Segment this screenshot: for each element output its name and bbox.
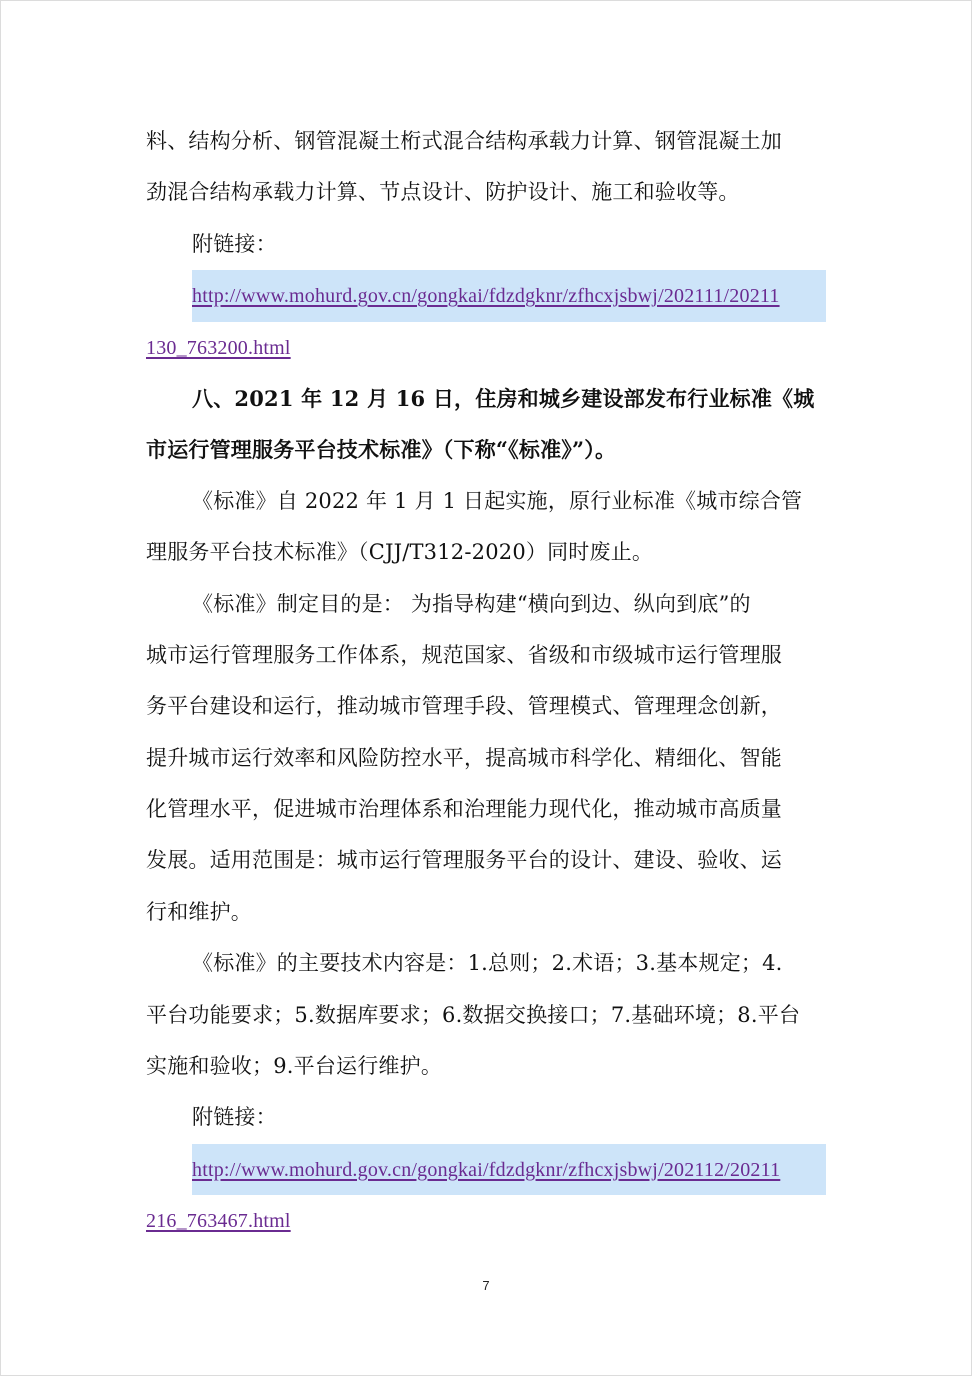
document-body: [146, 116, 826, 1247]
paragraph-line: 《标准》制定目的是： 为指导构建“横向到边、纵向到底”的: [192, 591, 751, 616]
paragraph-line: 料、结构分析、钢管混凝土桁式混合结构承载力计算、钢管混凝土加: [146, 129, 782, 153]
paragraph-line: 行和维护。: [146, 899, 252, 924]
link-url-part1[interactable]: http://www.mohurd.gov.cn/gongkai/fdzdgknr/zfhcxjsbwj/202111/20211: [192, 285, 780, 308]
paragraph-line: 平台功能要求；5.数据库要求；6.数据交换接口；7.基础环境；8.平台: [146, 1002, 801, 1027]
link-highlight: [192, 270, 826, 321]
paragraph-line: 提升城市运行效率和风险防控水平，提高城市科学化、精细化、智能: [146, 745, 782, 770]
section-heading-line: 八、2021 年 12 月 16 日，住房和城乡建设部发布行业标准《城: [192, 385, 815, 411]
paragraph-line: 《标准》的主要技术内容是：1.总则；2.术语；3.基本规定；4.: [192, 951, 783, 976]
page-number: 7: [482, 1278, 490, 1293]
attachment-label: 附链接：: [192, 1105, 277, 1130]
paragraph-line: 化管理水平，促进城市治理体系和治理能力现代化，推动城市高质量: [146, 797, 782, 822]
attachment-label: 附链接：: [192, 231, 277, 256]
paragraph-line: 发展。适用范围是：城市运行管理服务平台的设计、建设、验收、运: [146, 848, 782, 873]
paragraph-line: 城市运行管理服务工作体系，规范国家、省级和市级城市运行管理服: [146, 642, 782, 667]
link-url-part1[interactable]: http://www.mohurd.gov.cn/gongkai/fdzdgknr/zfhcxjsbwj/202112/20211: [192, 1158, 781, 1181]
link-url-part2[interactable]: 130_763200.html: [146, 336, 291, 359]
paragraph-line: 劲混合结构承载力计算、节点设计、防护设计、施工和验收等。: [146, 180, 740, 205]
paragraph-line: 实施和验收；9.平台运行维护。: [146, 1054, 443, 1079]
paragraph-line: 理服务平台技术标准》（CJJ/T312-2020）同时废止。: [146, 540, 654, 565]
link-url-part2[interactable]: 216_763467.html: [146, 1210, 291, 1233]
section-heading-line: 市运行管理服务平台技术标准》（下称“《标准》”）。: [146, 437, 617, 463]
paragraph-line: 《标准》自 2022 年 1 月 1 日起实施，原行业标准《城市综合管: [192, 488, 803, 513]
link-highlight: [192, 1144, 826, 1195]
paragraph-line: 务平台建设和运行，推动城市管理手段、管理模式、管理理念创新，: [146, 694, 782, 719]
